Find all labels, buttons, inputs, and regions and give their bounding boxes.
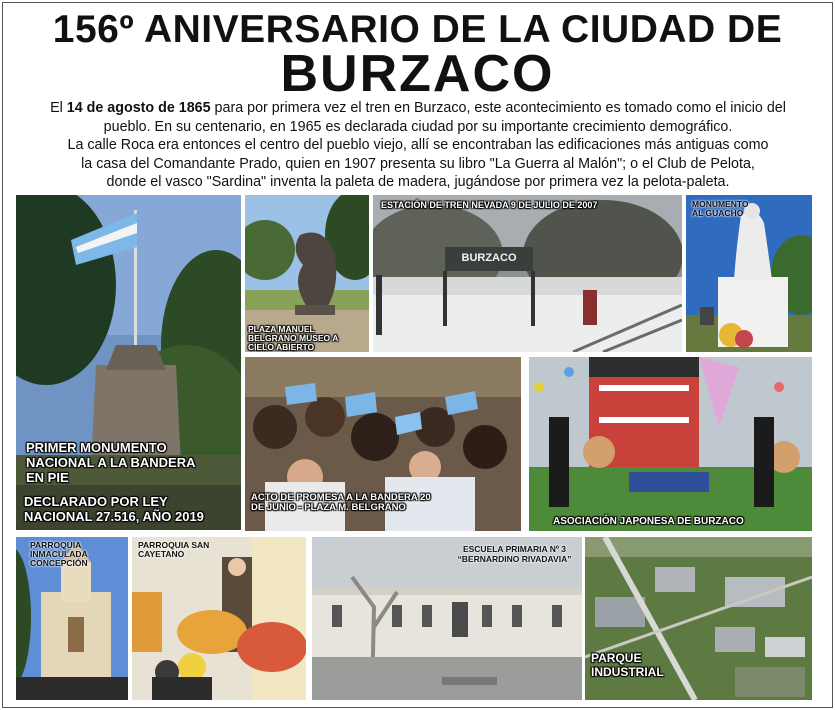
photo-promesa <box>245 357 521 531</box>
gaucho-image <box>686 195 812 352</box>
inmaculada-caption: PARROQUIA INMACULADA CONCEPCIÓN <box>30 540 88 568</box>
estacion-sign: BURZACO <box>461 252 517 264</box>
intro-line: la casa del Comandante Prado, quien en 1907 presenta su libro "La Guerra al Malón"; o el Club de Pelota, <box>81 155 755 172</box>
intro-line: pueblo. En su centenario, en 1965 es declarada ciudad por su importante crecimiento demográfico. <box>103 118 733 135</box>
monumento-ley-caption: DECLARADO POR LEY NACIONAL 27.516, AÑO 2019 <box>24 494 204 524</box>
photo-escuela <box>312 537 582 700</box>
photo-japonesa <box>529 357 812 531</box>
photo-monumento-bandera <box>16 195 241 530</box>
city-name-title: BURZACO <box>280 45 555 103</box>
photo-inmaculada <box>16 537 128 700</box>
parque-caption: PARQUE INDUSTRIAL <box>591 651 664 679</box>
cayetano-caption: PARROQUIA SAN CAYETANO <box>138 540 210 559</box>
estacion-image <box>373 195 682 352</box>
photo-gaucho <box>686 195 812 352</box>
photo-plaza <box>245 195 369 352</box>
escuela-caption-line2: “BERNARDINO RIVADAVIA” <box>457 554 572 564</box>
poster-title: 156º ANIVERSARIO DE LA CIUDAD DE <box>52 8 783 51</box>
photo-estacion <box>373 195 682 352</box>
intro-line: La calle Roca era entonces el centro del pueblo viejo, allí se encontraban las edificaciones más antiguas como <box>67 137 769 154</box>
plaza-caption: PLAZA MANUEL BELGRANO MUSEO A CIELO ABIERTO <box>248 324 339 352</box>
intro-date: 14 de agosto de 1865 <box>66 100 211 116</box>
intro-paragraph <box>14 99 822 192</box>
japonesa-image <box>529 357 812 531</box>
photo-cayetano <box>132 537 306 700</box>
japonesa-caption: ASOCIACIÓN JAPONESA DE BURZACO <box>553 516 744 527</box>
estacion-caption: ESTACIÓN DE TREN NEVADA 9 DE JULIO DE 2007 <box>381 200 598 210</box>
monumento-bandera-caption: PRIMER MONUMENTO NACIONAL A LA BANDERA EN PIE <box>26 440 195 485</box>
intro-text: para por primera vez el tren en Burzaco, este acontecimiento es tomado como el inicio del <box>210 100 786 116</box>
intro-line: donde el vasco "Sardina" inventa la paleta de madera, jugándose por primera vez la pelota-paleta. <box>106 174 730 191</box>
intro-text: El <box>50 100 67 116</box>
escuela-caption-line1: ESCUELA PRIMARIA Nº 3 <box>462 544 567 554</box>
photo-parque <box>585 537 812 700</box>
gaucho-caption: MONUMENTO AL GUACHO <box>692 199 749 218</box>
cayetano-image <box>132 537 306 700</box>
promesa-caption: ACTO DE PROMESA A LA BANDERA 20 DE JUNIO - PLAZA M. BELGRANO <box>251 492 431 513</box>
